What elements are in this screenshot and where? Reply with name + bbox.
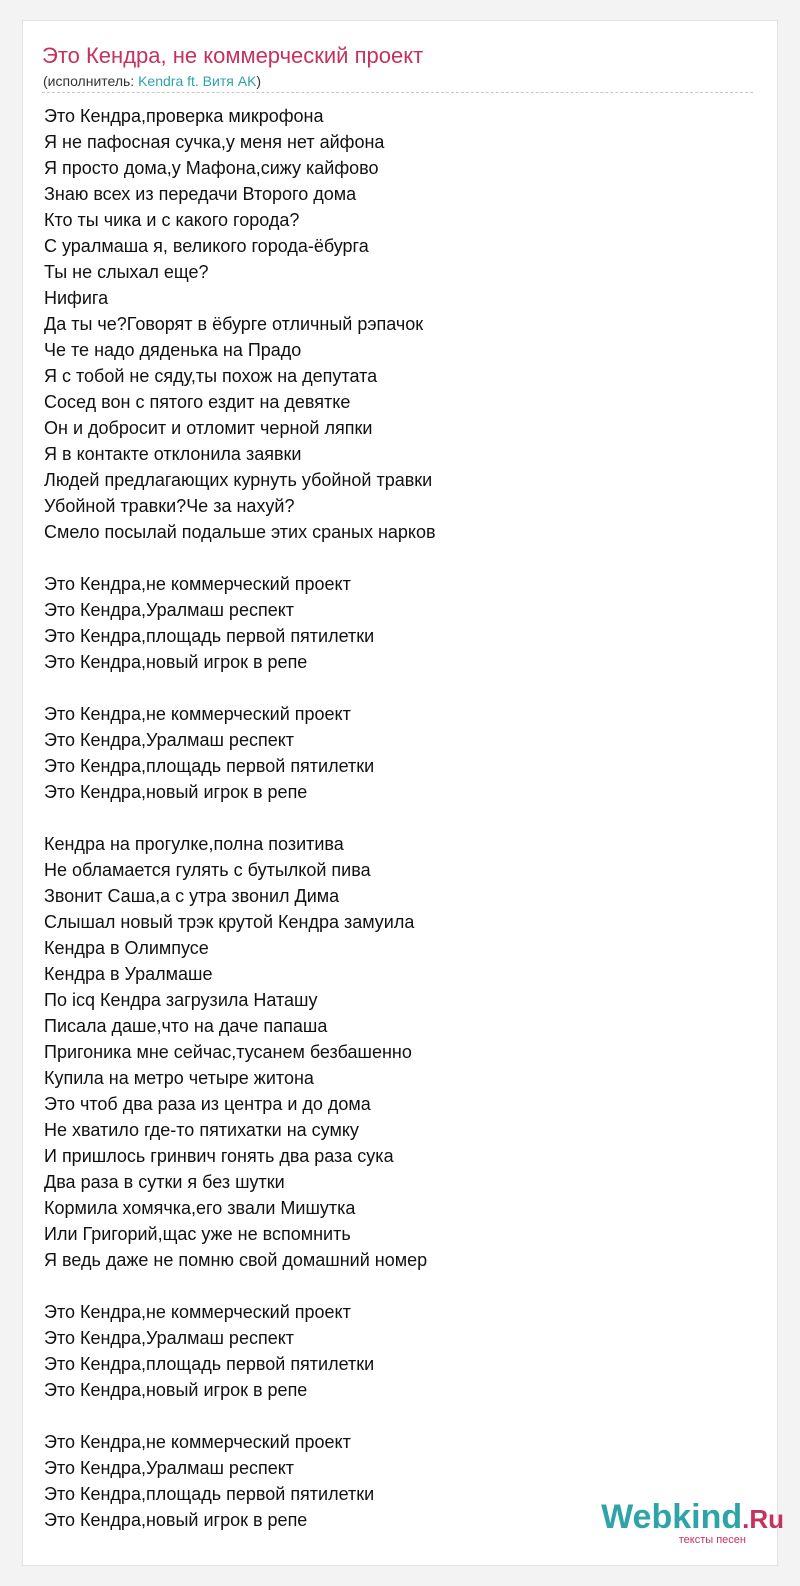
lyric-line: Сосед вон с пятого ездит на девятке	[44, 392, 351, 412]
lyric-line: С уралмаша я, великого города-ёбурга	[44, 236, 369, 256]
lyrics-card	[22, 20, 778, 1566]
logo-main-text: Webkind	[601, 1498, 743, 1536]
lyric-line: Это Кендра,Уралмаш респект	[44, 730, 295, 750]
lyric-blank-line	[44, 545, 744, 571]
lyric-line: Это чтоб два раза из центра и до дома	[44, 1094, 371, 1114]
lyric-line: Он и добросит и отломит черной ляпки	[44, 418, 373, 438]
lyric-line: Кормила хомячка,его звали Мишутка	[44, 1198, 356, 1218]
lyric-blank-line	[44, 1273, 744, 1299]
lyric-line: Это Кендра,новый игрок в репе	[44, 1510, 308, 1530]
site-logo[interactable]	[601, 1500, 784, 1546]
lyric-line: Это Кендра,площадь первой пятилетки	[44, 626, 375, 646]
lyric-line: Это Кендра,проверка микрофона	[44, 106, 324, 126]
logo-wordmark	[601, 1500, 784, 1536]
lyric-line: Это Кендра,не коммерческий проект	[44, 1302, 351, 1322]
lyric-line: Пригоника мне сейчас,тусанем безбашенно	[44, 1042, 412, 1062]
lyric-line: Я просто дома,у Мафона,сижу кайфово	[44, 158, 379, 178]
lyric-line: Это Кендра,площадь первой пятилетки	[44, 1354, 375, 1374]
lyric-line: Людей предлагающих курнуть убойной травки	[44, 470, 433, 490]
lyric-line: Это Кендра,Уралмаш респект	[44, 1458, 295, 1478]
lyric-line: Убойной травки?Че за нахуй?	[44, 496, 295, 516]
lyric-line: Это Кендра,площадь первой пятилетки	[44, 1484, 375, 1504]
lyric-line: Или Григорий,щас уже не вспомнить	[44, 1224, 351, 1244]
lyric-line: Кендра в Олимпусе	[44, 938, 209, 958]
lyrics-text	[44, 103, 744, 1533]
artist-prefix: (исполнитель:	[43, 73, 139, 89]
artist-link[interactable]: Kendra ft. Витя AK	[138, 73, 257, 89]
lyric-line: Кендра на прогулке,полна позитива	[44, 834, 344, 854]
lyric-line: Да ты че?Говорят в ёбурге отличный рэпачок	[44, 314, 424, 334]
artist-line	[43, 73, 753, 89]
lyric-line: Я не пафосная сучка,у меня нет айфона	[44, 132, 385, 152]
lyric-line: Это Кендра,новый игрок в репе	[44, 782, 308, 802]
lyric-line: Это Кендра,площадь первой пятилетки	[44, 756, 375, 776]
lyric-blank-line	[44, 675, 744, 701]
song-title: Это Кендра, не коммерческий проект	[42, 43, 424, 68]
lyric-line: И пришлось гринвич гонять два раза сука	[44, 1146, 394, 1166]
lyric-line: Звонит Саша,а с утра звонил Дима	[44, 886, 340, 906]
lyric-line: Я в контакте отклонила заявки	[44, 444, 302, 464]
lyric-line: Я с тобой не сяду,ты похож на депутата	[44, 366, 378, 386]
lyric-line: Я ведь даже не помню свой домашний номер	[44, 1250, 428, 1270]
lyric-line: Не обламается гулять с бутылкой пива	[44, 860, 371, 880]
lyric-line: Писала даше,что на даче папаша	[44, 1016, 328, 1036]
logo-tagline: тексты песен	[678, 1534, 746, 1546]
lyric-line: Кто ты чика и с какого города?	[44, 210, 300, 230]
lyric-line: Это Кендра,не коммерческий проект	[44, 574, 351, 594]
lyric-blank-line	[44, 1403, 744, 1429]
lyric-line: Это Кендра,новый игрок в репе	[44, 1380, 308, 1400]
lyric-line: Это Кендра,не коммерческий проект	[44, 1432, 351, 1452]
lyric-line: Смело посылай подальше этих сраных нарков	[44, 522, 436, 542]
dashed-divider	[42, 92, 753, 93]
lyric-line: Не хватило где-то пятихатки на сумку	[44, 1120, 359, 1140]
lyric-line: Ты не слыхал еще?	[44, 262, 209, 282]
lyric-line: Знаю всех из передачи Второго дома	[44, 184, 357, 204]
lyric-line: Это Кендра,Уралмаш респект	[44, 1328, 295, 1348]
lyric-line: Кендра в Уралмаше	[44, 964, 213, 984]
artist-suffix: )	[256, 73, 262, 89]
lyric-line: Нифига	[44, 288, 109, 308]
lyric-blank-line	[44, 805, 744, 831]
lyric-line: Два раза в сутки я без шутки	[44, 1172, 285, 1192]
lyric-line: Это Кендра,не коммерческий проект	[44, 704, 351, 724]
lyric-line: Купила на метро четыре житона	[44, 1068, 314, 1088]
lyric-line: Слышал новый трэк крутой Кендра замуила	[44, 912, 415, 932]
lyric-line: Это Кендра,Уралмаш респект	[44, 600, 295, 620]
logo-tld: .Ru	[742, 1504, 784, 1534]
lyric-line: Че те надо дяденька на Прадо	[44, 340, 302, 360]
lyric-line: По icq Кендра загрузила Наташу	[44, 990, 318, 1010]
lyric-line: Это Кендра,новый игрок в репе	[44, 652, 308, 672]
